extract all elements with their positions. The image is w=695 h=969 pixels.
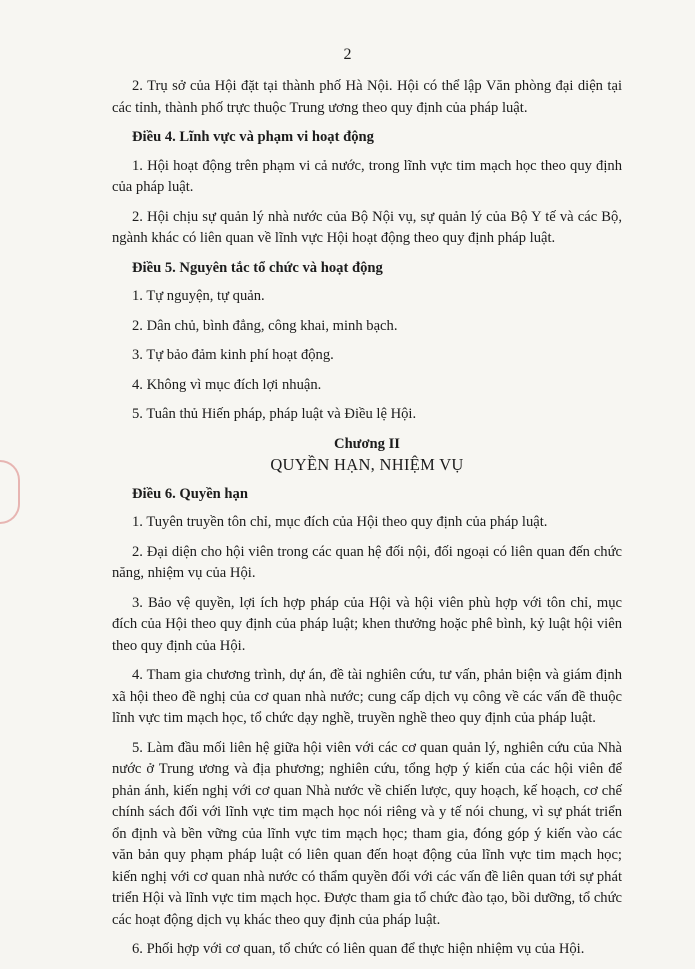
paragraph: 2. Trụ sở của Hội đặt tại thành phố Hà Nội. Hội có thể lập Văn phòng đại diện tại các tỉnh, thành phố trực thuộc Trung ương theo quy định của pháp luật. — [112, 78, 622, 116]
paragraph: 4. Không vì mục đích lợi nhuận. — [132, 376, 322, 393]
document-body — [112, 76, 622, 969]
page-number: 2 — [343, 46, 352, 63]
paragraph: 2. Hội chịu sự quản lý nhà nước của Bộ Nội vụ, sự quản lý của Bộ Y tế và các Bộ, ngành khác có liên quan về lĩnh vực Hội hoạt động theo quy định pháp luật. — [112, 208, 622, 246]
paragraph: 1. Tuyên truyền tôn chỉ, mục đích của Hội theo quy định của pháp luật. — [132, 514, 548, 530]
article-heading: Điều 6. Quyền hạn — [132, 485, 248, 502]
paragraph: 1. Tự nguyện, tự quản. — [132, 288, 265, 304]
chapter-title: QUYỀN HẠN, NHIỆM VỤ — [270, 454, 464, 474]
paragraph: 6. Phối hợp với cơ quan, tổ chức có liên quan để thực hiện nhiệm vụ của Hội. — [132, 941, 585, 957]
paragraph: 3. Tự bảo đảm kinh phí hoạt động. — [132, 347, 334, 363]
paragraph: 1. Hội hoạt động trên phạm vi cả nước, trong lĩnh vực tim mạch học theo quy định của pháp luật. — [112, 157, 622, 195]
paragraph: 3. Bảo vệ quyền, lợi ích hợp pháp của Hội và hội viên phù hợp với tôn chỉ, mục đích của Hội theo quy định của pháp luật; khen thưởng hoặc phê bình, kỷ luật hội viên theo quy định của Hội. — [112, 594, 622, 654]
article-heading: Điều 4. Lĩnh vực và phạm vi hoạt động — [132, 129, 374, 145]
chapter-label: Chương II — [334, 435, 400, 452]
paragraph: 5. Tuân thủ Hiến pháp, pháp luật và Điều lệ Hội. — [132, 406, 417, 422]
paragraph: 4. Tham gia chương trình, dự án, đề tài nghiên cứu, tư vấn, phản biện và giám định xã hội theo đề nghị của cơ quan nhà nước; cung cấp dịch vụ công về các vấn đề thuộc lĩnh vực tim mạch học, tổ chức dạy nghề, truyền nghề theo quy định của pháp luật. — [112, 667, 622, 726]
article-heading: Điều 5. Nguyên tắc tổ chức và hoạt động — [132, 259, 383, 276]
stamp-mark — [0, 460, 20, 524]
paragraph: 5. Làm đầu mối liên hệ giữa hội viên với các cơ quan quản lý, nghiên cứu của Nhà nước ở Trung ương và địa phương; nghiên cứu, tổng hợp ý kiến của các hội viên để phản ánh, kiến nghị với cơ quan Nhà nước về chiến lược, quy hoạch, kế hoạch, cơ chế chính sách đối với lĩnh vực tim mạch học nói riêng và y tế nói chung, vì sự phát triển ổn định và bền vững của lĩnh vực tim mạch học; tham gia, đóng góp ý kiến vào các văn bản quy phạm pháp luật có liên quan đến hoạt động của lĩnh vực tim mạch học; kiến nghị với cơ quan nhà nước có thẩm quyền đối với các vấn đề liên quan tới sự phát triển Hội và lĩnh vực tim mạch học. Được tham gia tổ chức đào tạo, bồi dưỡng, tổ chức các hoạt động dịch vụ khác theo quy định của pháp luật. — [112, 739, 622, 928]
paragraph: 2. Đại diện cho hội viên trong các quan hệ đối nội, đối ngoại có liên quan đến chức năng, nhiệm vụ của Hội. — [112, 543, 622, 581]
paragraph: 2. Dân chủ, bình đẳng, công khai, minh bạch. — [132, 317, 398, 334]
